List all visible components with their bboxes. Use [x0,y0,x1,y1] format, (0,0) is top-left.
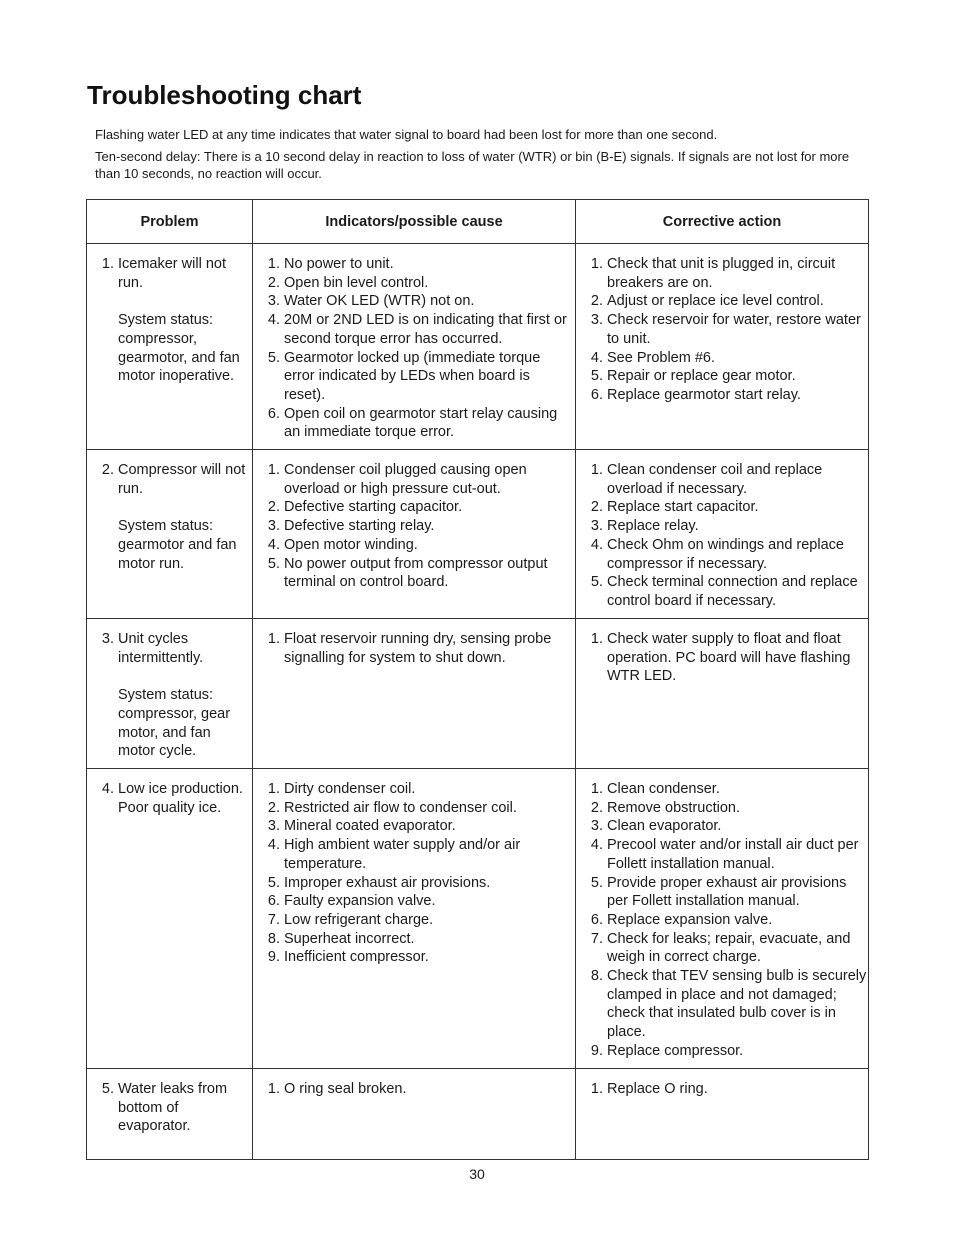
system-status: System status: compressor, gear motor, and fan motor cycle. [118,687,231,760]
list-item: 7. Low refrigerant charge. [284,911,573,930]
list-item: 1. Dirty condenser coil. [284,780,573,799]
causes-list [253,1080,575,1099]
list-item: 3. Clean evaporator. [607,817,868,836]
header-actions: Corrective action [576,200,869,244]
problem-item [118,255,250,386]
list-item: 1. Clean condenser. [607,780,868,799]
header-causes: Indicators/possible cause [253,200,576,244]
list-item: 2. Remove obstruction. [607,799,868,818]
problem-list [87,461,252,573]
actions-list [576,780,868,1061]
list-item: 3. Check reservoir for water, restore water to unit. [607,311,868,348]
list-item: 5. Check terminal connection and replace control board if necessary. [607,573,868,610]
header-problem: Problem [87,200,253,244]
list-item: 1. No power to unit. [284,255,573,274]
list-item: 9. Replace compressor. [607,1042,868,1061]
list-item: 6. Replace gearmotor start relay. [607,386,868,405]
list-item: 6. Replace expansion valve. [607,911,868,930]
problem-text: Icemaker will not run. [118,256,226,291]
list-item: 4. Precool water and/or install air duct per Follett installation manual. [607,836,868,873]
problem-item [118,461,250,573]
problem-list [87,255,252,386]
table-row [87,619,869,769]
problem-item [118,780,250,817]
list-item: 2. Replace start capacitor. [607,498,868,517]
problem-text: Unit cycles intermittently. [118,631,204,666]
causes-cell [253,1069,576,1160]
list-item: 6. Open coil on gearmotor start relay causing an immediate torque error. [284,405,573,442]
actions-list [576,461,868,611]
list-item: 5. Gearmotor locked up (immediate torque error indicated by LEDs when board is reset). [284,349,573,405]
causes-cell [253,769,576,1069]
list-item: 1. Replace O ring. [607,1080,868,1099]
causes-list [253,780,575,967]
list-item: 1. O ring seal broken. [284,1080,573,1099]
page-title: Troubleshooting chart [87,80,362,110]
list-item: 4. See Problem #6. [607,349,868,368]
actions-cell [576,244,869,450]
actions-cell [576,1069,869,1160]
actions-list [576,255,868,405]
problem-cell [87,619,253,769]
list-item: 6. Faulty expansion valve. [284,892,573,911]
problem-list [87,780,252,817]
list-item: 1. Clean condenser coil and replace overload if necessary. [607,461,868,498]
list-item: 1. Check water supply to float and float operation. PC board will have flashing WTR LED. [607,630,868,686]
table-row [87,1069,869,1160]
table-row [87,244,869,450]
table-header-row [87,200,869,244]
actions-cell [576,619,869,769]
causes-list [253,461,575,592]
list-item: 4. Check Ohm on windings and replace compressor if necessary. [607,536,868,573]
list-item: 3. Mineral coated evaporator. [284,817,573,836]
problem-list [87,1080,252,1136]
list-item: 7. Check for leaks; repair, evacuate, and weigh in correct charge. [607,930,868,967]
list-item: 2. Open bin level control. [284,274,573,293]
list-item: 3. Water OK LED (WTR) not on. [284,292,573,311]
list-item: 4. High ambient water supply and/or air temperature. [284,836,573,873]
problem-item [118,630,250,761]
page-number: 30 [469,1166,485,1182]
list-item: 2. Defective starting capacitor. [284,498,573,517]
actions-list [576,630,868,686]
list-item: 1. Float reservoir running dry, sensing probe signalling for system to shut down. [284,630,573,667]
actions-list [576,1080,868,1099]
problem-cell [87,769,253,1069]
problem-item [118,1080,250,1136]
system-status: System status: gearmotor and fan motor run. [118,518,237,572]
causes-list [253,255,575,442]
actions-cell [576,769,869,1069]
causes-cell [253,450,576,619]
list-item: 9. Inefficient compressor. [284,948,573,967]
table-row [87,450,869,619]
troubleshooting-table [86,199,869,1160]
problem-list [87,630,252,761]
problem-cell [87,450,253,619]
problem-text: Compressor will not run. [118,462,246,497]
actions-cell [576,450,869,619]
list-item: 4. 20M or 2ND LED is on indicating that first or second torque error has occurred. [284,311,573,348]
causes-cell [253,244,576,450]
list-item: 3. Defective starting relay. [284,517,573,536]
list-item: 3. Replace relay. [607,517,868,536]
list-item: 2. Restricted air flow to condenser coil. [284,799,573,818]
list-item: 1. Check that unit is plugged in, circuit breakers are on. [607,255,868,292]
list-item: 2. Adjust or replace ice level control. [607,292,868,311]
list-item: 5. Provide proper exhaust air provisions per Follett installation manual. [607,874,868,911]
problem-cell [87,1069,253,1160]
table-row [87,769,869,1069]
list-item: 8. Superheat incorrect. [284,930,573,949]
list-item: 5. Repair or replace gear motor. [607,367,868,386]
causes-list [253,630,575,667]
intro-note-ten-second-delay: Ten-second delay: There is a 10 second delay in reaction to loss of water (WTR) or bin (B-E) signals. If signals are not lost for more than 10 seconds, no reaction will occur. [95,149,850,181]
list-item: 8. Check that TEV sensing bulb is securely clamped in place and not damaged; check that insulated bulb cover is in place. [607,967,868,1042]
problem-text: Low ice production. Poor quality ice. [118,781,243,816]
list-item: 4. Open motor winding. [284,536,573,555]
intro-note-water-led: Flashing water LED at any time indicates that water signal to board had been lost for more than one second. [95,127,718,142]
list-item: 5. Improper exhaust air provisions. [284,874,573,893]
list-item: 1. Condenser coil plugged causing open overload or high pressure cut-out. [284,461,573,498]
problem-text: Water leaks from bottom of evaporator. [118,1081,228,1135]
causes-cell [253,619,576,769]
list-item: 5. No power output from compressor output terminal on control board. [284,555,573,592]
system-status: System status: compressor, gearmotor, and fan motor inoperative. [118,312,240,385]
problem-cell [87,244,253,450]
